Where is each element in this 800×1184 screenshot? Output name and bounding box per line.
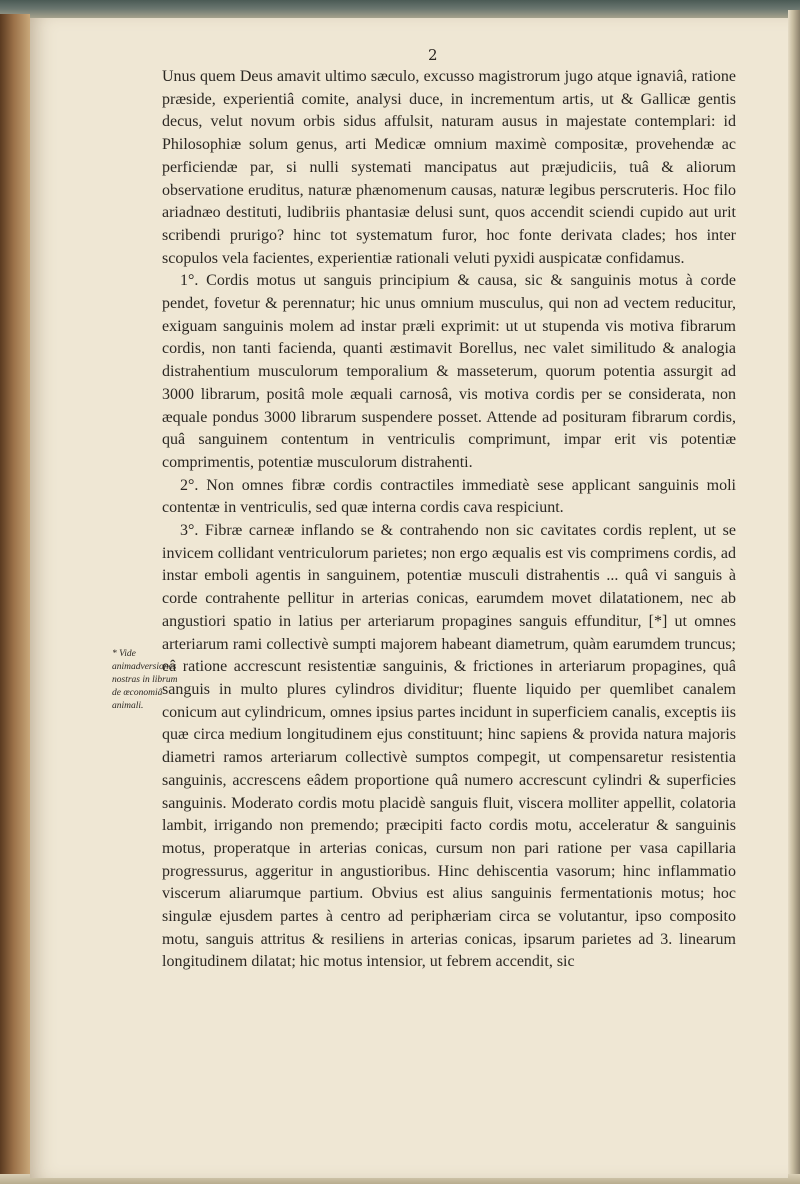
- paragraph-intro: Unus quem Deus amavit ultimo sæculo, excusso magistrorum jugo atque ignaviâ, ratione præside, experientiâ comite, analysi duce, in incrementum artis, ut & Gallicæ gentis decus, velut novum orbis sidus affulsit, naturam ausus in majestate contemplari: id Philosophiæ solum genus, arti Medicæ omnium maximè compositæ, provehendæ ac perficiendæ par, si nulli systemati mancipatus aut præjudiciis, tuâ & aliorum observatione eruditus, naturæ phænomenum causas, naturæ legibus perscruteris. Hoc filo ariadnæo destituti, ludibriis phantasiæ delusi sunt, quos accendit sciendi cupido aut urit scribendi prurigo? hinc tot systematum furor, hoc fonte derivata clades; hos inter scopulos vela facientes, experientiæ rationali veluti pyxidi auspicatæ confidamus.: [162, 68, 736, 267]
- paragraph-1: 1°. Cordis motus ut sanguis principium & causa, sic & sanguinis motus à corde pendet, fovetur & perennatur; hic unus omnium musculus, qui non ad vectem reducitur, exiguam sanguinis molem ad instar præli exprimit: ut ut stupenda vis motiva fibrarum cordis, non tanti facienda, quanti æstimavit Borellus, nec valet similitudo & analogia distrahentium musculorum temporalium & masseterum, quorum potentia assurgit ad 3000 librarum, positâ mole æquali carnosâ, vis motiva cordis per se considerata, non æquale pondus 3000 librarum suspendere posset. Attende ad posituram fibrarum cordis, quâ sanguinem contentum in ventriculis comprimunt, impar erit vis potentiæ comprimentis, potentiæ musculorum distrahenti.: [162, 272, 736, 471]
- paragraph-3: 3°. Fibræ carneæ inflando se & contrahendo non sic cavitates cordis replent, ut se invicem collidant ventriculorum parietes; non ergo æqualis est vis comprimens cordis, ad instar emboli agentis in sanguinem, potentiæ musculi distrahentis ... quâ vi sanguis à corde contrahente pellitur in arterias conicas, earumdem movet dilatationem, nec ab angustiori spatio in latius per arteriarum propagines sanguis effunditur, [*] ut omnes arteriarum rami collectivè sumpti majorem habeant diametrum, quàm earumdem truncus; eâ ratione accrescunt resistentiæ sanguinis, & frictiones in arteriarum propagines, quâ sanguis in multo plures cylindros dividitur; fluente liquido per quemlibet canalem conicum aut cylindricum, omnes ipsius partes incidunt in superficiem canalis, exceptis iis quæ circa medium longitudinem ejus constituunt; hinc sapiens & provida natura majoris diametri ramos arteriarum collectivè sumptos compegit, ut compensaretur resistentia sanguinis, accrescens eâdem proportione quâ numero accrescunt cylindri & superficies sanguinis. Moderato cordis motu placidè sanguis fluit, viscera molliter appellit, colatoria lambit, irrigando non premendo; præcipiti facto cordis motu, acceleratur & sanguinis motus, properatque in arterias conicas, cursum non pari ratione per vasa capillaria progressurus, aggeritur in angustioribus. Hinc dehiscentia vasorum; hinc inflammatio viscerum aliarumque partium. Obvius est alius sanguinis fermentationis motus; hoc singulæ ejusdem partes à centro ad periphæriam circa se volutantur, ipso composito motu, sanguis attritus & resiliens in arterias conicas, ipsarum parietes ad 3. linearum longitudinem dilatat; hic motus intensior, ut febrem accendit, sic: [162, 522, 736, 971]
- main-text: [162, 66, 736, 974]
- paragraph-2: 2°. Non omnes fibræ cordis contractiles immediatè sese applicant sanguinis moli contentæ in ventriculis, sed quæ interna cordis cava respiciunt.: [162, 476, 736, 517]
- margin-note: * Vide animadversiones nostras in librum de œconomiâ animali.: [112, 649, 178, 711]
- book-gutter: [0, 14, 30, 1184]
- page-number: 2: [428, 46, 438, 64]
- page-fore-edge: [788, 10, 800, 1184]
